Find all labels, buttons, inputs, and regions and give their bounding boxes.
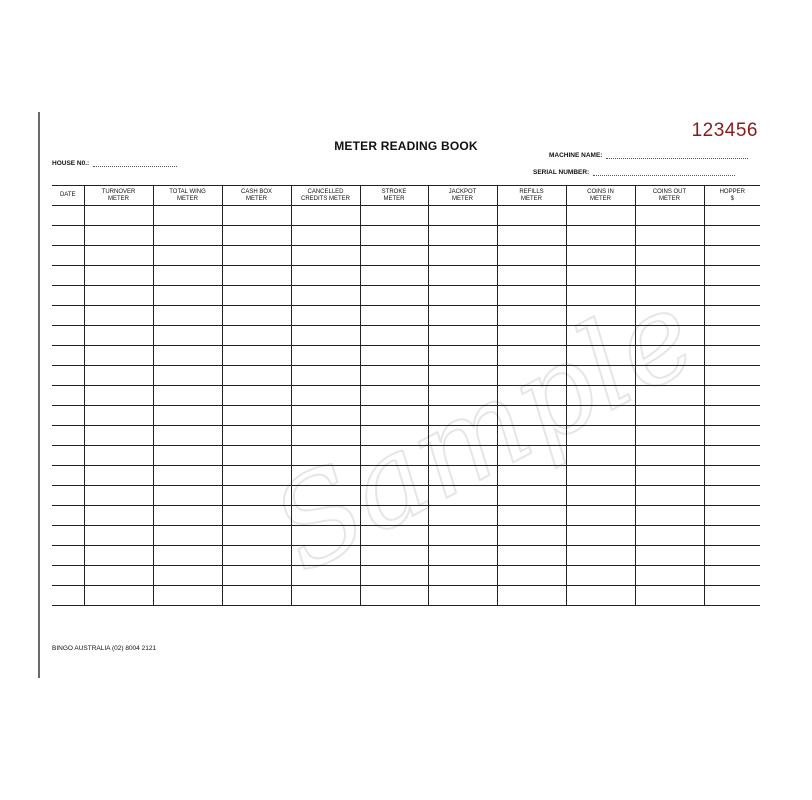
table-cell[interactable] [635,426,704,446]
table-cell[interactable] [428,286,497,306]
table-cell[interactable] [222,246,291,266]
table-row [52,266,760,286]
table-row [52,206,760,226]
table-row [52,286,760,306]
table-cell[interactable] [566,406,635,426]
table-cell[interactable] [222,286,291,306]
table-cell[interactable] [291,526,360,546]
table-cell[interactable] [84,246,153,266]
table-cell[interactable] [52,466,84,486]
column-header [84,186,153,206]
table-cell[interactable] [291,426,360,446]
table-cell[interactable] [635,366,704,386]
table-cell[interactable] [360,446,428,466]
table-row [52,426,760,446]
table-cell[interactable] [291,286,360,306]
column-header-line: COINS IN [587,188,614,195]
table-cell[interactable] [497,586,566,606]
table-cell[interactable] [360,406,428,426]
table-cell[interactable] [497,506,566,526]
table-row [52,366,760,386]
table-cell[interactable] [497,546,566,566]
table-cell[interactable] [497,446,566,466]
table-cell[interactable] [566,366,635,386]
column-header [291,186,360,206]
table-row [52,526,760,546]
table-cell[interactable] [84,526,153,546]
column-header-line: CREDITS METER [300,195,350,202]
table-cell[interactable] [497,486,566,506]
table-cell[interactable] [84,586,153,606]
table-cell[interactable] [704,446,760,466]
table-cell[interactable] [360,546,428,566]
table-cell[interactable] [153,586,222,606]
table-cell[interactable] [52,446,84,466]
table-cell[interactable] [704,206,760,226]
table-cell[interactable] [428,386,497,406]
meter-reading-table [52,185,760,606]
table-cell[interactable] [360,486,428,506]
table-cell[interactable] [153,566,222,586]
table-row [52,346,760,366]
table-row [52,466,760,486]
table-cell[interactable] [52,266,84,286]
table-cell[interactable] [153,206,222,226]
table-cell[interactable] [428,566,497,586]
machine-name-fill-line[interactable] [606,152,748,159]
table-cell[interactable] [52,326,84,346]
table-cell[interactable] [704,526,760,546]
table-cell[interactable] [222,366,291,386]
serial-number-field [533,169,735,176]
table-cell[interactable] [222,426,291,446]
table-cell[interactable] [222,326,291,346]
column-header [153,186,222,206]
table-cell[interactable] [222,406,291,426]
table-cell[interactable] [360,586,428,606]
column-header-line: DATE [59,192,76,198]
table-cell[interactable] [222,346,291,366]
table-cell[interactable] [497,526,566,546]
table-cell[interactable] [428,586,497,606]
column-header [360,186,428,206]
table-cell[interactable] [635,446,704,466]
footer-contact: BINGO AUSTRALIA (02) 8004 2121 [52,645,157,652]
column-header-line: CASH BOX [240,188,272,195]
binding-edge-line [38,112,40,678]
house-no-label: HOUSE N0.: [52,160,90,167]
table-cell[interactable] [428,226,497,246]
table-cell[interactable] [153,486,222,506]
column-header-line: STROKE [381,188,407,195]
table-row [52,586,760,606]
table-cell[interactable] [704,586,760,606]
table-cell[interactable] [291,446,360,466]
table-cell[interactable] [497,366,566,386]
column-header-line: $ [730,195,734,202]
column-header-line: REFILLS [519,188,544,195]
table-cell[interactable] [222,546,291,566]
table-cell[interactable] [360,526,428,546]
column-header-line: METER [383,195,405,202]
table-cell[interactable] [52,526,84,546]
table-cell[interactable] [222,386,291,406]
table-cell[interactable] [153,306,222,326]
table-row [52,226,760,246]
table-cell[interactable] [360,566,428,586]
column-header-line: METER [590,195,611,202]
table-cell[interactable] [360,266,428,286]
table-cell[interactable] [635,546,704,566]
table-cell[interactable] [84,226,153,246]
table-cell[interactable] [704,246,760,266]
table-cell[interactable] [360,506,428,526]
table-cell[interactable] [704,326,760,346]
table-cell[interactable] [428,486,497,506]
column-header-line: METER [659,195,680,202]
table-cell[interactable] [360,306,428,326]
table-cell[interactable] [84,466,153,486]
table-cell[interactable] [153,546,222,566]
table-cell[interactable] [566,226,635,246]
table-cell[interactable] [222,226,291,246]
table-cell[interactable] [222,266,291,286]
table-cell[interactable] [635,406,704,426]
table-cell[interactable] [428,406,497,426]
table-cell[interactable] [84,506,153,526]
table-cell[interactable] [153,386,222,406]
table-cell[interactable] [566,586,635,606]
table-cell[interactable] [566,506,635,526]
column-header [52,186,84,206]
table-cell[interactable] [84,386,153,406]
table-cell[interactable] [360,386,428,406]
column-header [222,186,291,206]
table-cell[interactable] [635,246,704,266]
table-cell[interactable] [428,446,497,466]
column-header-line: HOPPER [719,188,745,195]
table-cell[interactable] [291,206,360,226]
table-cell[interactable] [52,586,84,606]
table-cell[interactable] [84,266,153,286]
table-cell[interactable] [84,426,153,446]
table-cell[interactable] [222,206,291,226]
table-cell[interactable] [52,306,84,326]
table-cell[interactable] [704,346,760,366]
table-cell[interactable] [222,466,291,486]
table-cell[interactable] [360,286,428,306]
table-cell[interactable] [84,546,153,566]
table-cell[interactable] [497,466,566,486]
table-cell[interactable] [153,246,222,266]
table-cell[interactable] [84,406,153,426]
table-row [52,406,760,426]
table-row [52,486,760,506]
table-cell[interactable] [635,346,704,366]
table-cell[interactable] [52,246,84,266]
column-header [635,186,704,206]
table-cell[interactable] [428,266,497,286]
table-cell[interactable] [360,426,428,446]
table-cell[interactable] [222,566,291,586]
table-cell[interactable] [291,586,360,606]
column-header [428,186,497,206]
table-cell[interactable] [428,326,497,346]
table-cell[interactable] [52,386,84,406]
table-cell[interactable] [428,546,497,566]
table-cell[interactable] [153,506,222,526]
table-cell[interactable] [635,486,704,506]
table-cell[interactable] [428,306,497,326]
table-cell[interactable] [497,206,566,226]
table-cell[interactable] [635,586,704,606]
serial-number-print: 123456 [691,120,758,141]
table-cell[interactable] [291,226,360,246]
table-cell[interactable] [635,506,704,526]
table-cell[interactable] [428,346,497,366]
table-cell[interactable] [222,306,291,326]
table-cell[interactable] [635,206,704,226]
table-cell[interactable] [497,326,566,346]
table-cell[interactable] [704,366,760,386]
table-cell[interactable] [704,486,760,506]
table-row [52,326,760,346]
table-cell[interactable] [497,286,566,306]
table-cell[interactable] [635,266,704,286]
table-cell[interactable] [704,506,760,526]
table-cell[interactable] [222,486,291,506]
table-cell[interactable] [704,566,760,586]
table-cell[interactable] [52,226,84,246]
table-cell[interactable] [153,286,222,306]
page-title: METER READING BOOK [334,139,478,153]
table-row [52,566,760,586]
column-header-line: TURNOVER [101,188,136,195]
table-cell[interactable] [704,426,760,446]
machine-name-label: MACHINE NAME: [549,152,603,159]
table-cell[interactable] [635,466,704,486]
table-cell[interactable] [566,246,635,266]
table-cell[interactable] [291,326,360,346]
table-cell[interactable] [52,566,84,586]
table-row [52,546,760,566]
table-cell[interactable] [428,526,497,546]
table-cell[interactable] [52,206,84,226]
table-cell[interactable] [222,526,291,546]
table-cell[interactable] [52,546,84,566]
table-cell[interactable] [153,526,222,546]
table-cell[interactable] [153,446,222,466]
table-cell[interactable] [635,326,704,346]
table-row [52,446,760,466]
table-cell[interactable] [360,346,428,366]
table-cell[interactable] [84,286,153,306]
column-header [566,186,635,206]
table-cell[interactable] [566,466,635,486]
table-cell[interactable] [360,246,428,266]
serial-number-label: SERIAL NUMBER: [533,169,590,176]
table-cell[interactable] [704,306,760,326]
table-cell[interactable] [84,206,153,226]
column-header-line: METER [246,195,267,202]
table-cell[interactable] [291,306,360,326]
table-cell[interactable] [52,286,84,306]
table-cell[interactable] [497,346,566,366]
house-no-fill-line[interactable] [93,160,177,167]
table-cell[interactable] [291,366,360,386]
table-cell[interactable] [84,306,153,326]
table-cell[interactable] [704,406,760,426]
table-cell[interactable] [635,526,704,546]
table-cell[interactable] [635,226,704,246]
table-header-row [52,186,760,206]
table-cell[interactable] [566,266,635,286]
column-header-line: METER [452,195,473,202]
table-cell[interactable] [497,426,566,446]
table-cell[interactable] [52,346,84,366]
table-cell[interactable] [428,206,497,226]
table-cell[interactable] [153,326,222,346]
table-cell[interactable] [497,226,566,246]
table-cell[interactable] [153,366,222,386]
table-cell[interactable] [84,566,153,586]
table-cell[interactable] [291,406,360,426]
table-cell[interactable] [360,206,428,226]
table-cell[interactable] [566,386,635,406]
table-cell[interactable] [52,366,84,386]
table-cell[interactable] [360,226,428,246]
table-row [52,306,760,326]
watermark-text: Sample [251,263,718,600]
table-cell[interactable] [566,526,635,546]
table-cell[interactable] [153,346,222,366]
table-cell[interactable] [84,346,153,366]
table-cell[interactable] [153,226,222,246]
table-cell[interactable] [497,566,566,586]
column-header-line: TOTAL WING [169,188,206,195]
house-no-field [52,160,177,167]
table-cell[interactable] [566,566,635,586]
table-cell[interactable] [291,246,360,266]
table-cell[interactable] [566,486,635,506]
table-cell[interactable] [291,346,360,366]
table-cell[interactable] [566,326,635,346]
column-header-line: JACKPOT [448,188,477,195]
table-cell[interactable] [635,306,704,326]
table-cell[interactable] [497,266,566,286]
column-header-line: METER [108,195,129,202]
column-header-line: METER [521,195,542,202]
table-cell[interactable] [291,546,360,566]
table-cell[interactable] [52,406,84,426]
table-cell[interactable] [566,346,635,366]
table-cell[interactable] [84,486,153,506]
table-cell[interactable] [428,466,497,486]
table-cell[interactable] [222,506,291,526]
table-row [52,506,760,526]
table-cell[interactable] [84,326,153,346]
table-cell[interactable] [291,466,360,486]
table-cell[interactable] [704,546,760,566]
table-cell[interactable] [153,426,222,446]
table-cell[interactable] [360,466,428,486]
table-cell[interactable] [566,286,635,306]
table-cell[interactable] [222,446,291,466]
table-cell[interactable] [52,486,84,506]
table-cell[interactable] [704,286,760,306]
table-cell[interactable] [52,506,84,526]
table-cell[interactable] [428,366,497,386]
table-cell[interactable] [497,386,566,406]
table-cell[interactable] [566,206,635,226]
table-cell[interactable] [497,406,566,426]
table-cell[interactable] [566,446,635,466]
table-cell[interactable] [428,506,497,526]
table-cell[interactable] [428,246,497,266]
table-cell[interactable] [153,466,222,486]
table-cell[interactable] [566,426,635,446]
table-cell[interactable] [635,386,704,406]
table-cell[interactable] [428,426,497,446]
column-header [704,186,760,206]
table-cell[interactable] [84,366,153,386]
table-cell[interactable] [704,466,760,486]
table-cell[interactable] [84,446,153,466]
table-cell[interactable] [566,306,635,326]
table-cell[interactable] [566,546,635,566]
table-row [52,386,760,406]
table-row [52,246,760,266]
column-header-line: COINS OUT [652,188,687,195]
table-cell[interactable] [497,306,566,326]
table-cell[interactable] [704,266,760,286]
column-header-line: METER [177,195,198,202]
table-cell[interactable] [704,226,760,246]
table-body [52,206,760,606]
table-cell[interactable] [291,486,360,506]
table-cell[interactable] [704,386,760,406]
column-header [497,186,566,206]
machine-name-field [549,152,748,159]
table-cell[interactable] [291,506,360,526]
table-cell[interactable] [360,326,428,346]
table-cell[interactable] [635,286,704,306]
table-cell[interactable] [222,586,291,606]
table-cell[interactable] [360,366,428,386]
table-cell[interactable] [52,426,84,446]
column-header-line: CANCELLED [307,188,344,195]
table-cell[interactable] [635,566,704,586]
table-cell[interactable] [153,266,222,286]
table-cell[interactable] [291,566,360,586]
serial-number-fill-line[interactable] [593,169,735,176]
table-cell[interactable] [291,386,360,406]
table-cell[interactable] [291,266,360,286]
table-cell[interactable] [497,246,566,266]
table-cell[interactable] [153,406,222,426]
